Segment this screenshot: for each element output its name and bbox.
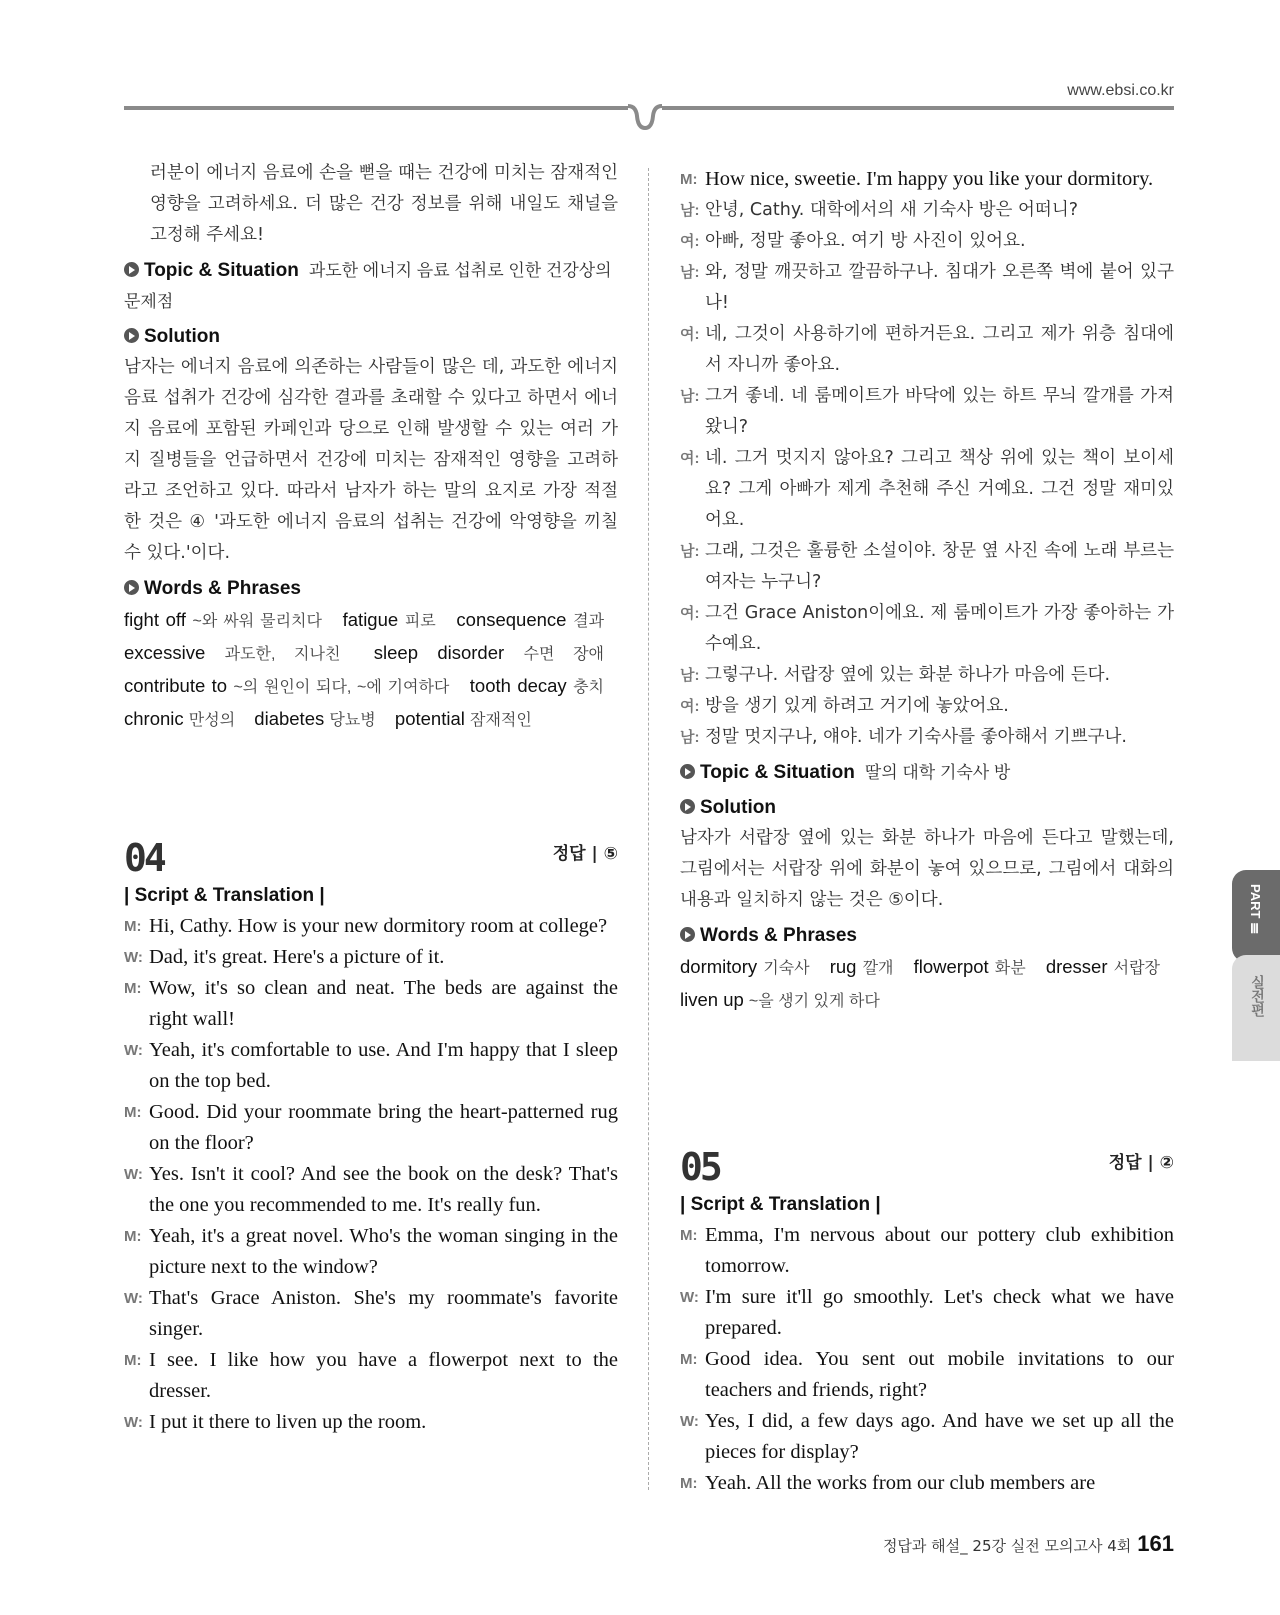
- speaker-label: M:: [124, 1352, 142, 1369]
- word-english: potential: [394, 708, 465, 729]
- speaker-label: M:: [124, 1104, 142, 1121]
- word-english: excessive: [124, 642, 206, 663]
- dialogue-line: [680, 381, 1174, 443]
- speaker-label: M:: [680, 1475, 698, 1492]
- word-entry: [830, 956, 894, 977]
- dialogue-line: [680, 226, 1174, 257]
- dialogue-line: [680, 1282, 1174, 1344]
- dialogue-text: 네, 그것이 사용하기에 편하거든요. 그리고 제가 위층 침대에서 자니까 좋아요.: [705, 324, 1174, 375]
- dialogue-line: [124, 973, 618, 1035]
- word-entry: [343, 609, 436, 630]
- speaker-label: W:: [680, 1289, 699, 1306]
- word-meaning: 과도한, 지나친: [224, 646, 341, 663]
- dialogue-line: [680, 660, 1174, 691]
- play-bullet-icon: [680, 799, 695, 814]
- dialogue-line: [124, 942, 618, 973]
- script-heading: | Script & Translation |: [680, 1194, 881, 1215]
- word-english: sleep disorder: [373, 642, 505, 663]
- words-list: [680, 951, 1174, 1017]
- dialogue-text: That's Grace Aniston. She's my roommate's favorite singer.: [149, 1287, 618, 1340]
- word-meaning: 기숙사: [763, 960, 810, 977]
- answer-label: 정답 | ⑤: [552, 844, 618, 864]
- word-meaning: 화분: [994, 960, 1026, 977]
- word-english: contribute to: [124, 675, 228, 696]
- site-url: www.ebsi.co.kr: [1067, 82, 1174, 99]
- words-list: [124, 604, 618, 736]
- word-meaning: 당뇨병: [329, 712, 376, 729]
- words-heading: Words & Phrases: [124, 573, 618, 604]
- speaker-label: M:: [680, 1227, 698, 1244]
- dialogue-text: Yeah, it's a great novel. Who's the woman singing in the picture next to the window?: [149, 1225, 618, 1278]
- word-entry: [254, 708, 375, 729]
- dialogue-line: [680, 598, 1174, 660]
- solution-heading: Solution: [680, 792, 1174, 823]
- dialogue-text: I'm sure it'll go smoothly. Let's check what we have prepared.: [705, 1286, 1174, 1339]
- dialogue-text: 네. 그거 멋지지 않아요? 그리고 책상 위에 있는 책이 보이세요? 그게 아빠가 제게 추천해 주신 거예요. 그건 정말 재미있어요.: [705, 448, 1174, 530]
- dialogue-line: [124, 1035, 618, 1097]
- part-tab[interactable]: PART Ⅲ: [1232, 870, 1280, 962]
- word-meaning: 잠재적인: [470, 712, 532, 729]
- dialogue-line: [124, 1221, 618, 1283]
- dialogue-text: 아빠, 정말 좋아요. 여기 방 사진이 있어요.: [705, 231, 1026, 251]
- speaker-label: 여:: [680, 605, 700, 622]
- dialogue-text: I see. I like how you have a flowerpot next to the dresser.: [149, 1349, 618, 1402]
- dialogue-line: [124, 1345, 618, 1407]
- word-entry: [374, 642, 604, 663]
- dialogue-text: 안녕, Cathy. 대학에서의 새 기숙사 방은 어떠니?: [705, 200, 1079, 220]
- word-english: rug: [829, 956, 857, 977]
- dialogue-text: Good. Did your roommate bring the heart-patterned rug on the floor?: [149, 1101, 618, 1154]
- page-footer: 정답과 해설_ 25강 실전 모의고사 4회 161: [882, 1531, 1174, 1556]
- dialogue-text: How nice, sweetie. I'm happy you like your dormitory.: [705, 168, 1154, 190]
- header-notch-decoration: [628, 102, 662, 132]
- play-bullet-icon: [124, 328, 139, 343]
- dialogue-text: 방을 생기 있게 하려고 거기에 놓았어요.: [705, 696, 1009, 716]
- dialogue-text: Emma, I'm nervous about our pottery club exhibition tomorrow.: [705, 1224, 1174, 1277]
- translation-dialogue: [680, 195, 1174, 753]
- speaker-label: W:: [124, 1166, 143, 1183]
- words-heading: Words & Phrases: [680, 920, 1174, 951]
- word-entry: [470, 675, 604, 696]
- question-number: 04: [124, 836, 164, 880]
- word-entry: [914, 956, 1026, 977]
- section-tab[interactable]: 실전편: [1232, 955, 1280, 1061]
- word-entry: [680, 989, 880, 1010]
- dialogue-line: [680, 1468, 1174, 1499]
- word-meaning: 피로: [404, 613, 436, 630]
- script-heading: | Script & Translation |: [124, 885, 325, 906]
- word-meaning: 수면 장애: [523, 646, 604, 663]
- question-04: [124, 830, 618, 1438]
- word-english: chronic: [124, 708, 184, 729]
- dialogue-text: 그렇구나. 서랍장 옆에 있는 화분 하나가 마음에 든다.: [705, 665, 1111, 685]
- speaker-label: W:: [124, 1414, 143, 1431]
- dialogue-text: I put it there to liven up the room.: [149, 1411, 427, 1433]
- script-dialogue: [680, 1220, 1174, 1499]
- speaker-label: 남:: [680, 667, 700, 684]
- dialogue-text: 그건 Grace Aniston이에요. 제 룸메이트가 가장 좋아하는 가수예요.: [705, 603, 1174, 654]
- dialogue-line: [680, 1344, 1174, 1406]
- dialogue-text: 그래, 그것은 훌륭한 소설이야. 창문 옆 사진 속에 노래 부르는 여자는 누구니?: [705, 541, 1174, 592]
- solution-heading: Solution: [124, 321, 618, 352]
- speaker-label: W:: [680, 1413, 699, 1430]
- dialogue-text: 와, 정말 깨끗하고 깔끔하구나. 침대가 오른쪽 벽에 붙어 있구나!: [705, 262, 1174, 313]
- dialogue-line: [124, 1283, 618, 1345]
- word-meaning: ~을 생기 있게 하다: [748, 993, 880, 1010]
- page-number: 161: [1137, 1531, 1174, 1556]
- word-english: fatigue: [342, 609, 399, 630]
- dialogue-text: Yeah. All the works from our club members are: [705, 1472, 1096, 1494]
- speaker-label: M:: [124, 1228, 142, 1245]
- play-bullet-icon: [124, 262, 139, 277]
- dialogue-text: Good idea. You sent out mobile invitations to our teachers and friends, right?: [705, 1348, 1174, 1401]
- speaker-label: 여:: [680, 233, 700, 250]
- answer-label: 정답 | ②: [1108, 1153, 1174, 1173]
- word-meaning: ~와 싸워 물리치다: [192, 613, 322, 630]
- word-english: diabetes: [254, 708, 325, 729]
- word-meaning: ~의 원인이 되다, ~에 기여하다: [233, 679, 450, 696]
- word-entry: [1046, 956, 1160, 977]
- solution-text: 남자가 서랍장 옆에 있는 화분 하나가 마음에 든다고 말했는데, 그림에서는 서랍장 위에 화분이 놓여 있으므로, 그림에서 대화의 내용과 일치하지 않는 것은 ⑤이다.: [680, 828, 1174, 910]
- topic-heading: Topic & Situation 딸의 대학 기숙사 방: [680, 757, 1174, 788]
- speaker-label: W:: [124, 1290, 143, 1307]
- word-meaning: 충치: [573, 679, 604, 696]
- speaker-label: W:: [124, 1042, 143, 1059]
- word-meaning: 결과: [573, 613, 605, 630]
- word-english: dresser: [1045, 956, 1108, 977]
- speaker-label: 여:: [680, 326, 700, 343]
- dialogue-line: [680, 319, 1174, 381]
- right-column-top: [680, 164, 1174, 1017]
- play-bullet-icon: [124, 580, 139, 595]
- dialogue-line: [680, 1406, 1174, 1468]
- word-meaning: 깔개: [862, 960, 894, 977]
- dialogue-text: 정말 멋지구나, 얘야. 네가 기숙사를 좋아해서 기쁘구나.: [705, 727, 1127, 747]
- continued-translation: 러분이 에너지 음료에 손을 뻗을 때는 건강에 미치는 잠재적인 영향을 고려하세요. 더 많은 건강 정보를 위해 내일도 채널을 고정해 주세요!: [150, 163, 618, 245]
- speaker-label: W:: [124, 949, 143, 966]
- speaker-label: M:: [124, 918, 142, 935]
- word-english: liven up: [680, 989, 744, 1010]
- dialogue-line: [124, 1407, 618, 1438]
- word-entry: [680, 956, 810, 977]
- solution-text: 남자는 에너지 음료에 의존하는 사람들이 많은 데, 과도한 에너지 음료 섭취가 건강에 심각한 결과를 초래할 수 있다고 하면서 에너지 음료에 포함된 카페인과 당으로 인해 발생할 수 있는 여러 가지 질병들을 언급하면서 건강에 미치는 잠재적인 영향을 고려하라고 조언하고 있다. 따라서 남자가 하는 말의 요지로 가장 적절한 것은 ④ '과도한 에너지 음료의 섭취는 건강에 악영향을 끼칠 수 있다.'이다.: [124, 357, 618, 563]
- word-entry: [124, 675, 449, 696]
- question-number: 05: [680, 1145, 720, 1189]
- word-english: flowerpot: [913, 956, 989, 977]
- speaker-label: 여:: [680, 698, 700, 715]
- word-entry: [124, 609, 322, 630]
- column-divider: [648, 168, 649, 1490]
- left-column-top: [124, 158, 618, 736]
- dialogue-line: [680, 164, 1174, 195]
- dialogue-line: [124, 1159, 618, 1221]
- word-english: tooth decay: [469, 675, 567, 696]
- word-meaning: 만성의: [188, 712, 236, 729]
- dialogue-text: Dad, it's great. Here's a picture of it.: [149, 946, 445, 968]
- word-english: consequence: [456, 609, 567, 630]
- dialogue-text: Yes, I did, a few days ago. And have we set up all the pieces for display?: [705, 1410, 1174, 1463]
- dialogue-line: [680, 1220, 1174, 1282]
- speaker-label: 남:: [680, 543, 700, 560]
- play-bullet-icon: [680, 927, 695, 942]
- dialogue-line: [680, 195, 1174, 226]
- word-entry: [124, 708, 235, 729]
- dialogue-line: [124, 911, 618, 942]
- word-entry: [456, 609, 604, 630]
- dialogue-line: [680, 722, 1174, 753]
- dialogue-line: [680, 257, 1174, 319]
- dialogue-text: Yes. Isn't it cool? And see the book on the desk? That's the one you recommended to me. It's really fun.: [149, 1163, 618, 1216]
- dialogue-text: Yeah, it's comfortable to use. And I'm happy that I sleep on the top bed.: [149, 1039, 618, 1092]
- script-dialogue-continued: [680, 164, 1174, 195]
- word-english: fight off: [124, 609, 186, 630]
- speaker-label: 남:: [680, 388, 700, 405]
- dialogue-text: 그거 좋네. 네 룸메이트가 바닥에 있는 하트 무늬 깔개를 가져왔니?: [705, 386, 1174, 437]
- speaker-label: 남:: [680, 202, 700, 219]
- word-entry: [124, 642, 340, 663]
- question-05: [680, 1139, 1174, 1499]
- speaker-label: M:: [680, 171, 698, 188]
- topic-heading: Topic & Situation 과도한 에너지 음료 섭취로 인한 건강상의 문제점: [124, 260, 612, 311]
- dialogue-line: [680, 443, 1174, 536]
- speaker-label: 남:: [680, 729, 700, 746]
- speaker-label: 남:: [680, 264, 700, 281]
- dialogue-line: [124, 1097, 618, 1159]
- dialogue-line: [680, 691, 1174, 722]
- script-dialogue: [124, 911, 618, 1438]
- dialogue-text: Hi, Cathy. How is your new dormitory room at college?: [149, 915, 608, 937]
- speaker-label: 여:: [680, 450, 700, 467]
- dialogue-line: [680, 536, 1174, 598]
- word-english: dormitory: [680, 956, 758, 977]
- play-bullet-icon: [680, 764, 695, 779]
- word-entry: [395, 708, 532, 729]
- speaker-label: M:: [680, 1351, 698, 1368]
- word-meaning: 서랍장: [1113, 960, 1160, 977]
- dialogue-text: Wow, it's so clean and neat. The beds are against the right wall!: [149, 977, 618, 1030]
- speaker-label: M:: [124, 980, 142, 997]
